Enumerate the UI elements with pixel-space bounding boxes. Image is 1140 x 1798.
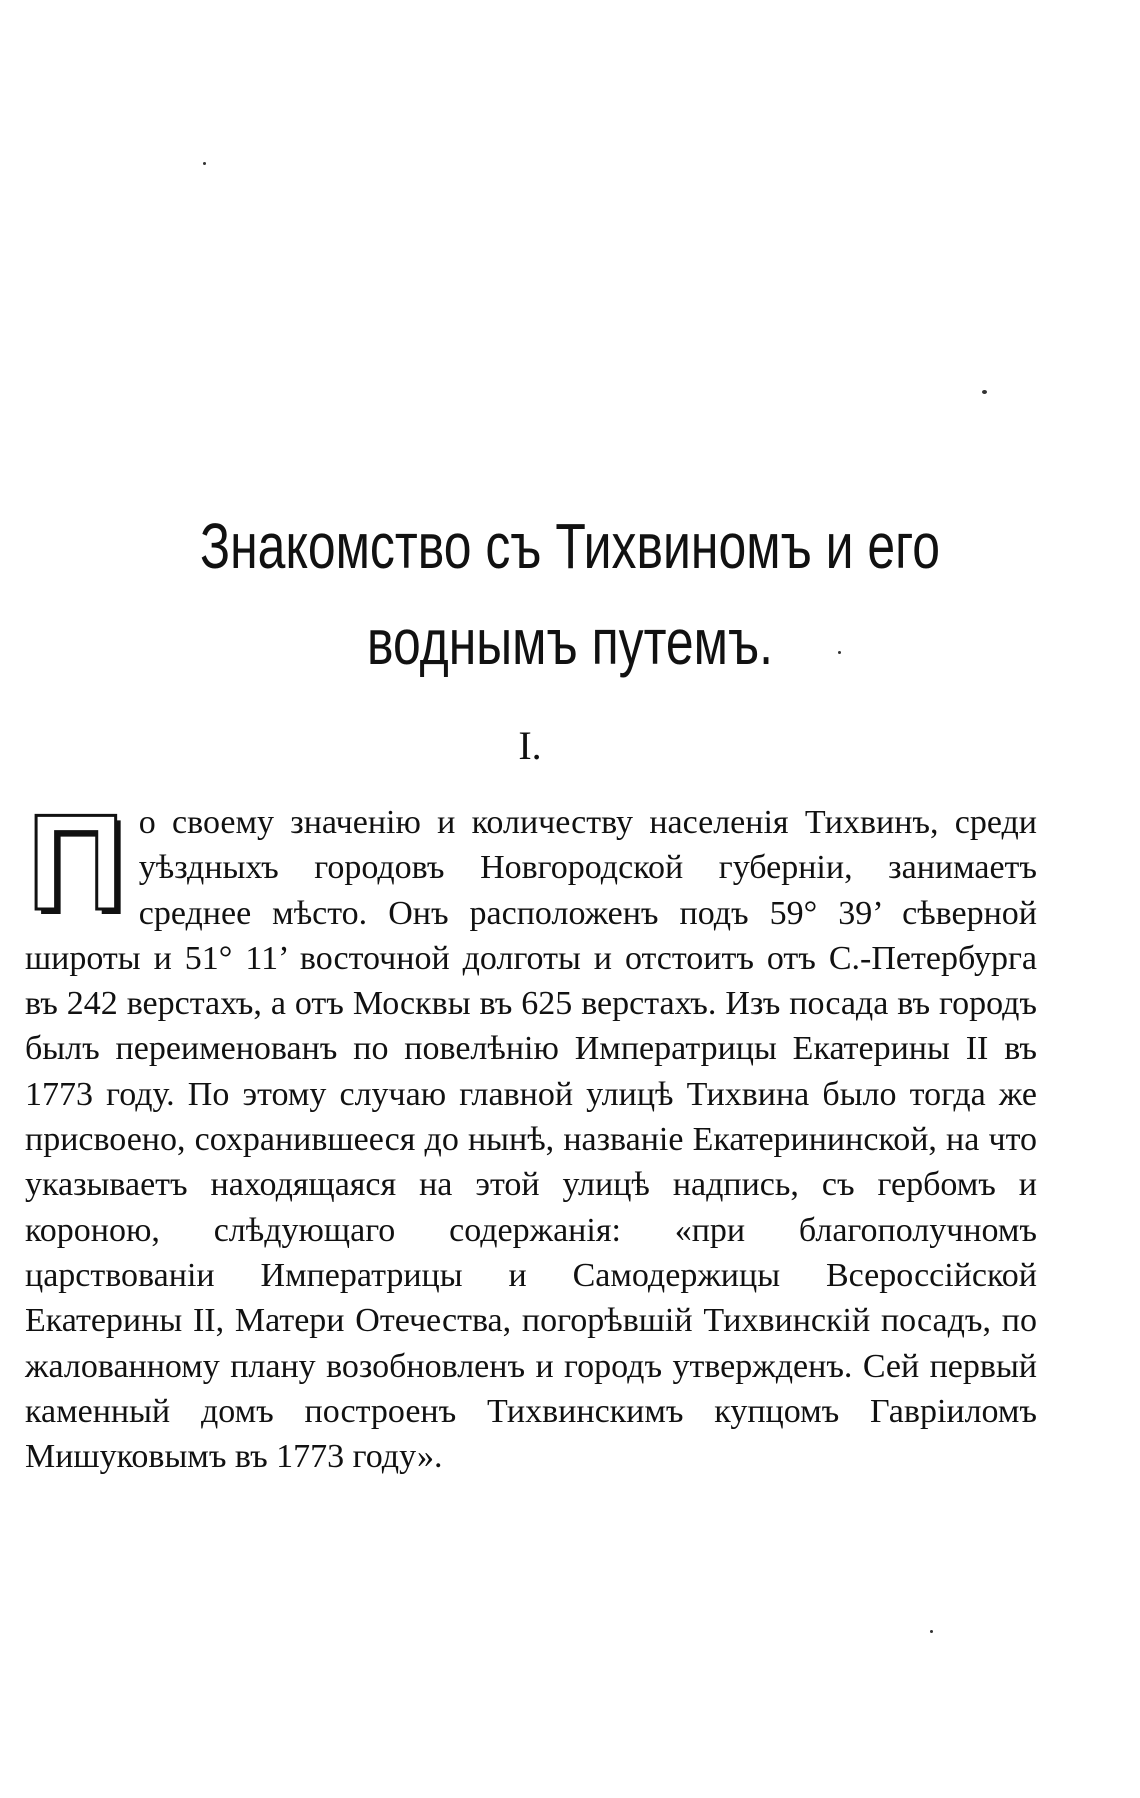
paragraph-text: о своему значенію и количеству населенія Тихвинъ, среди уѣздныхъ городовъ Новгородской губерніи, занимаетъ среднее мѣсто. Онъ расположенъ подъ 59° 39’ сѣверной широты и 51° 11’ восточной долготы и отстоитъ отъ С.-Петербурга въ 242 верстахъ, а отъ Москвы въ 625 верстахъ. Изъ посада въ городъ былъ переименованъ по повелѣнію Императрицы Екатерины II въ 1773 году. По этому случаю главной улицѣ Тихвина было тогда же присвоено, сохранившееся до нынѣ, названіе Екатерининской, на что указываетъ находящаяся на этой улицѣ надпись, съ гербомъ и короною, слѣдующаго содержанія: «при благополучномъ царствованіи Императрицы и Самодержицы Всероссійской Екатерины II, Матери Отечества, погорѣвшій Тихвинскій посадъ, по жалованному плану возобновленъ и городъ утвержденъ. Сей первый каменный домъ построенъ Тихвинскимъ купцомъ Гавріиломъ Мишуковымъ въ 1773 году». xyxy=(25,804,1037,1476)
print-speck xyxy=(203,162,206,165)
chapter-title-line-1: Знакомство съ Тихвиномъ и его xyxy=(199,509,941,582)
print-speck xyxy=(838,651,841,654)
print-speck xyxy=(982,390,987,394)
chapter-title xyxy=(157,498,984,690)
print-speck xyxy=(930,1630,933,1633)
drop-cap-letter: П xyxy=(27,786,125,938)
chapter-title-line-2: воднымъ путемъ. xyxy=(366,605,774,678)
body-text xyxy=(25,786,1037,1479)
paragraph xyxy=(25,786,1037,1479)
section-numeral: I. xyxy=(518,723,542,768)
